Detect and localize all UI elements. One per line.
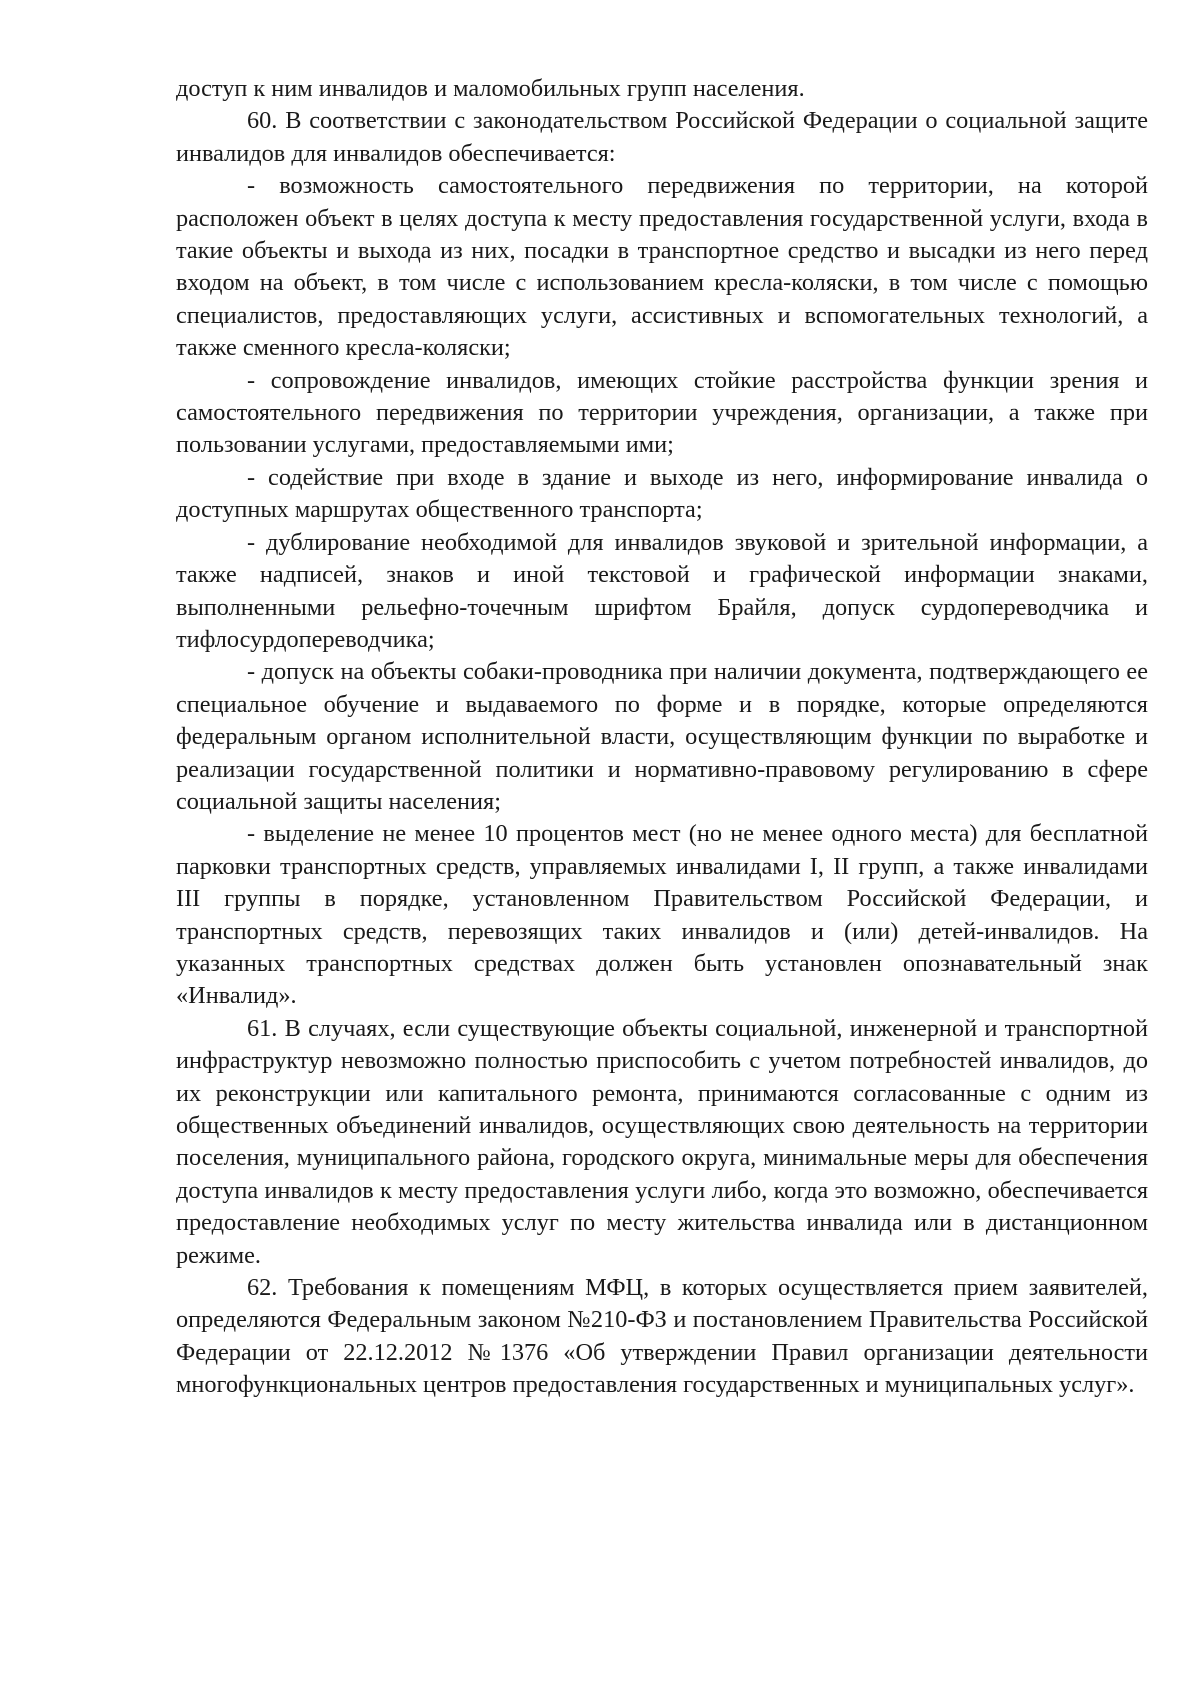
list-item-parking: - выделение не менее 10 процентов мест (но не менее одного места) для бесплатной парковки транспортных средств, управляемых инвалидами I, II групп, а также инвалидами III группы в порядке, установленном Правительством Российской Федерации, и транспортных средств, перевозящих таких инвалидов и (или) детей-инвалидов. На указанных транспортных средствах должен быть установлен опознавательный знак «Инвалид». (176, 820, 1148, 1010)
paragraph-60: 60. В соответствии с законодательством Российской Федерации о социальной защите инвалидов для инвалидов обеспечивается: (176, 107, 1148, 167)
paragraph-continuation: доступ к ним инвалидов и маломобильных групп населения. (176, 75, 805, 102)
paragraph-62: 62. Требования к помещениям МФЦ, в которых осуществляется прием заявителей, определяются Федеральным законом №210-ФЗ и постановлением Правительства Российской Федерации от 22.12.2012 №1376 «Об утверждении Правил организации деятельности многофункциональных центров предоставления государственных и муниципальных услуг». (176, 1274, 1148, 1399)
paragraph-61: 61. В случаях, если существующие объекты социальной, инженерной и транспортной инфраструктур невозможно полностью приспособить с учетом потребностей инвалидов, до их реконструкции или капитального ремонта, принимаются согласованные с одним из общественных объединений инвалидов, осуществляющих свою деятельность на территории поселения, муниципального района, городского округа, минимальные меры для обеспечения доступа инвалидов к месту предоставления услуги либо, когда это возможно, обеспечивается предоставление необходимых услуг по месту жительства инвалида или в дистанционном режиме. (176, 1014, 1148, 1269)
list-item-duplication: - дублирование необходимой для инвалидов звуковой и зрительной информации, а также надписей, знаков и иной текстовой и графической информации знаками, выполненными рельефно-точечным шрифтом Брайля, допуск сурдопереводчика и тифлосурдопереводчика; (176, 528, 1148, 653)
list-item-accompaniment: - сопровождение инвалидов, имеющих стойкие расстройства функции зрения и самостоятельного передвижения по территории учреждения, организации, а также при пользовании услугами, предоставляемыми ими; (176, 366, 1148, 459)
list-item-movement: - возможность самостоятельного передвижения по территории, на которой расположен объект в целях доступа к месту предоставления государственной услуги, входа в такие объекты и выхода из них, посадки в транспортное средство и высадки из него перед входом на объект, в том числе с использованием кресла-коляски, в том числе с помощью специалистов, предоставляющих услуги, ассистивных и вспомогательных технологий, а также сменного кресла-коляски; (176, 172, 1148, 362)
list-item-guide-dog: - допуск на объекты собаки-проводника при наличии документа, подтверждающего ее специальное обучение и выдаваемого по форме и в порядке, которые определяются федеральным органом исполнительной власти, осуществляющим функции по выработке и реализации государственной политики и нормативно-правовому регулированию в сфере социальной защиты населения; (176, 658, 1148, 815)
list-item-assistance: - содействие при входе в здание и выходе из него, информирование инвалида о доступных маршрутах общественного транспорта; (176, 463, 1148, 524)
document-body (176, 73, 1148, 1402)
